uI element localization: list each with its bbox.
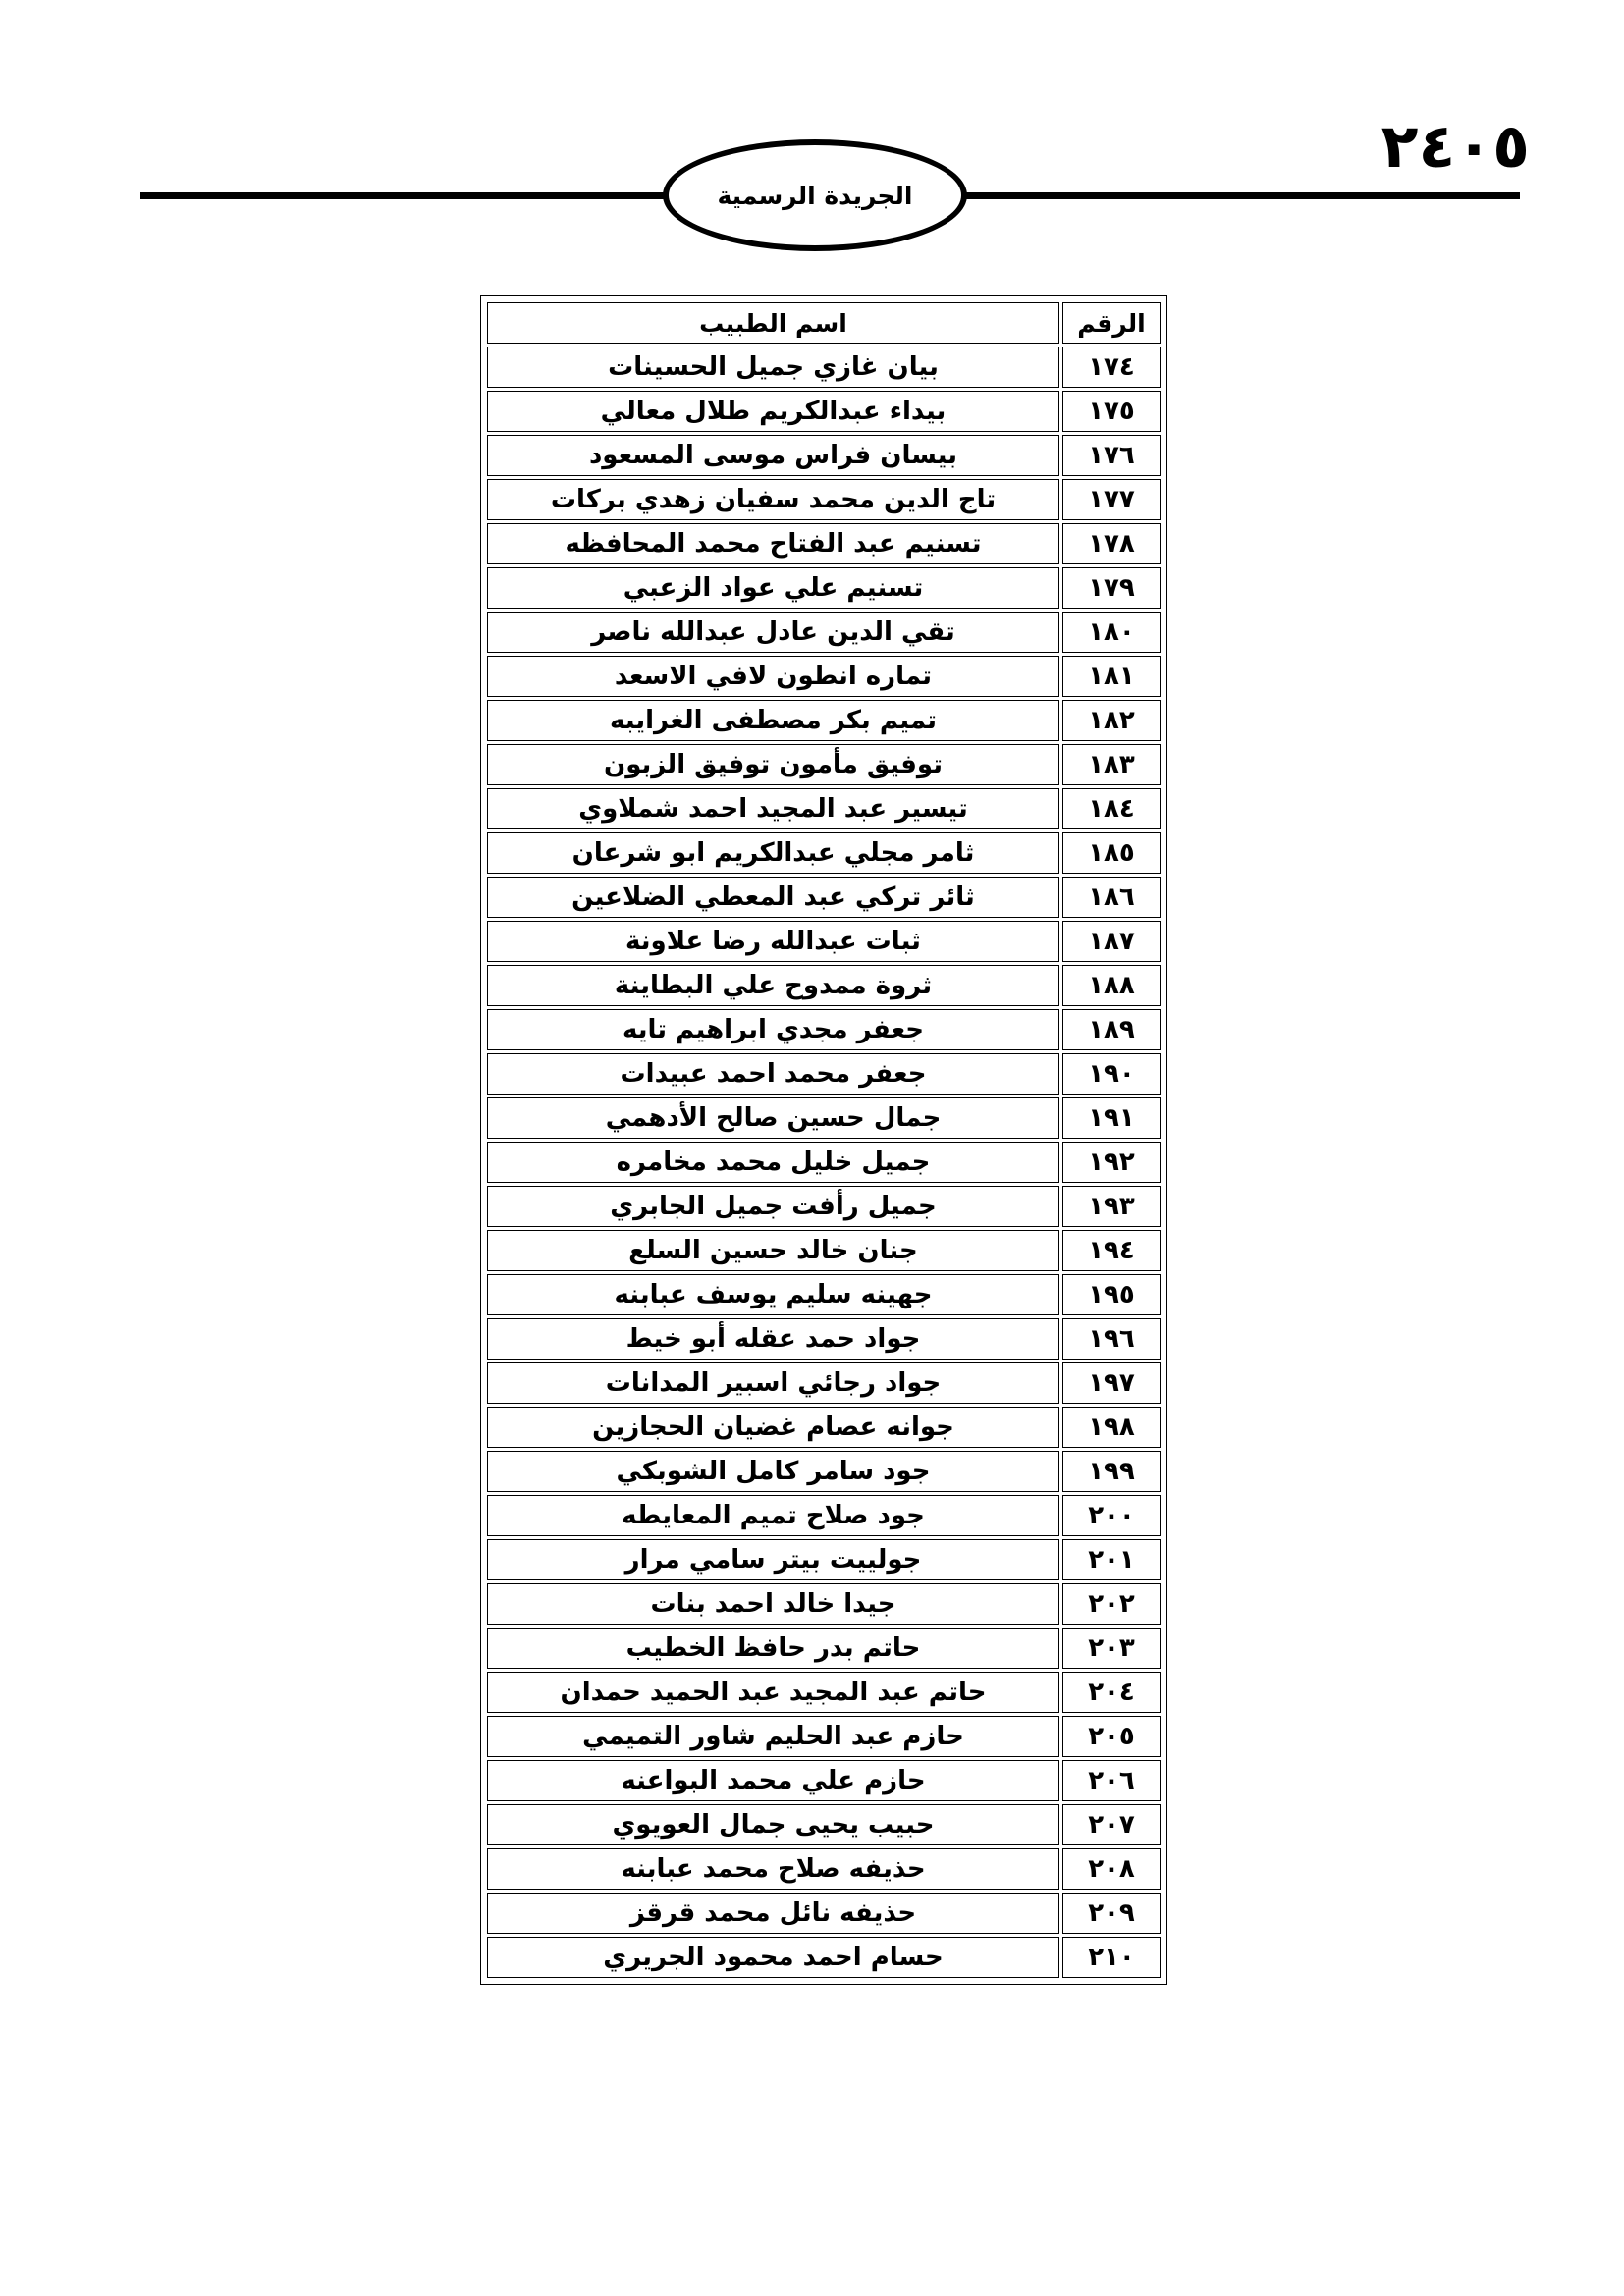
row-number: ٢٠٩ (1062, 1893, 1161, 1934)
table-row (487, 523, 1161, 564)
doctors-table-frame (480, 295, 1167, 1985)
doctor-name: تاج الدين محمد سفيان زهدي بركات (487, 479, 1059, 520)
column-header-name: اسم الطبيب (487, 302, 1059, 344)
row-number: ١٧٥ (1062, 391, 1161, 432)
table-row (487, 1495, 1161, 1536)
doctor-name: تسنيم علي عواد الزعبي (487, 567, 1059, 609)
row-number: ١٩٢ (1062, 1142, 1161, 1183)
row-number: ١٨٦ (1062, 877, 1161, 918)
doctor-name: جهينه سليم يوسف عبابنه (487, 1274, 1059, 1315)
row-number: ١٨٥ (1062, 832, 1161, 874)
table-row (487, 1097, 1161, 1139)
row-number: ١٨٨ (1062, 965, 1161, 1006)
table-row (487, 1628, 1161, 1669)
gazette-title: الجريدة الرسمية (717, 181, 913, 210)
doctor-name: جولييت بيتر سامي مرار (487, 1539, 1059, 1580)
table-row (487, 1142, 1161, 1183)
table-row (487, 832, 1161, 874)
table-row (487, 1009, 1161, 1050)
row-number: ٢٠٨ (1062, 1848, 1161, 1890)
table-row (487, 1407, 1161, 1448)
doctor-name: جعفر محمد احمد عبيدات (487, 1053, 1059, 1095)
doctor-name: تيسير عبد المجيد احمد شملاوي (487, 788, 1059, 829)
row-number: ١٩٦ (1062, 1318, 1161, 1360)
row-number: ١٨٠ (1062, 612, 1161, 653)
row-number: ١٩٧ (1062, 1362, 1161, 1404)
row-number: ١٨٤ (1062, 788, 1161, 829)
table-row (487, 479, 1161, 520)
row-number: ٢٠٧ (1062, 1804, 1161, 1845)
row-number: ١٨٩ (1062, 1009, 1161, 1050)
row-number: ١٨٢ (1062, 700, 1161, 741)
table-row (487, 1318, 1161, 1360)
table-row (487, 1362, 1161, 1404)
row-number: ١٨٣ (1062, 744, 1161, 785)
doctor-name: ثروة ممدوح علي البطاينة (487, 965, 1059, 1006)
table-row (487, 1937, 1161, 1978)
row-number: ١٩٤ (1062, 1230, 1161, 1271)
table-row (487, 1451, 1161, 1492)
row-number: ١٩٥ (1062, 1274, 1161, 1315)
row-number: ١٧٤ (1062, 347, 1161, 388)
table-row (487, 1804, 1161, 1845)
row-number: ٢٠٢ (1062, 1583, 1161, 1625)
row-number: ١٩٩ (1062, 1451, 1161, 1492)
doctor-name: جود سامر كامل الشوبكي (487, 1451, 1059, 1492)
row-number: ١٩٣ (1062, 1186, 1161, 1227)
row-number: ٢٠٦ (1062, 1760, 1161, 1801)
table-row (487, 391, 1161, 432)
doctor-name: جوانه عصام غضيان الحجازين (487, 1407, 1059, 1448)
table-row (487, 612, 1161, 653)
doctor-name: جمال حسين صالح الأدهمي (487, 1097, 1059, 1139)
row-number: ١٧٦ (1062, 435, 1161, 476)
table-row (487, 921, 1161, 962)
table-row (487, 1716, 1161, 1757)
doctor-name: تميم بكر مصطفى الغرايبه (487, 700, 1059, 741)
row-number: ٢٠٥ (1062, 1716, 1161, 1757)
row-number: ١٨١ (1062, 656, 1161, 697)
doctor-name: ثامر مجلي عبدالكريم ابو شرعان (487, 832, 1059, 874)
table-row (487, 1672, 1161, 1713)
doctor-name: جود صلاح تميم المعايطه (487, 1495, 1059, 1536)
doctor-name: تماره انطون لافي الاسعد (487, 656, 1059, 697)
table-row (487, 435, 1161, 476)
column-header-number: الرقم (1062, 302, 1161, 344)
table-row (487, 1893, 1161, 1934)
doctor-name: جواد حمد عقله أبو خيط (487, 1318, 1059, 1360)
table-row (487, 656, 1161, 697)
doctor-name: جميل خليل محمد مخامره (487, 1142, 1059, 1183)
table-row (487, 1583, 1161, 1625)
doctor-name: حذيفه صلاح محمد عبابنه (487, 1848, 1059, 1890)
table-row (487, 1186, 1161, 1227)
page-number: ٢٤٠٥ (1380, 110, 1530, 182)
row-number: ١٩٨ (1062, 1407, 1161, 1448)
row-number: ١٧٩ (1062, 567, 1161, 609)
doctor-name: حذيفه نائل محمد قرقز (487, 1893, 1059, 1934)
doctor-name: حاتم بدر حافظ الخطيب (487, 1628, 1059, 1669)
doctor-name: حسام احمد محمود الجريري (487, 1937, 1059, 1978)
doctor-name: بيسان فراس موسى المسعود (487, 435, 1059, 476)
gazette-title-oval (663, 139, 967, 251)
table-row (487, 1274, 1161, 1315)
table-row (487, 965, 1161, 1006)
table-row (487, 700, 1161, 741)
table-row (487, 1539, 1161, 1580)
table-header-row (487, 302, 1161, 344)
doctor-name: ثبات عبدالله رضا علاونة (487, 921, 1059, 962)
doctors-table (484, 299, 1164, 1981)
doctor-name: حازم عبد الحليم شاور التميمي (487, 1716, 1059, 1757)
row-number: ١٧٧ (1062, 479, 1161, 520)
doctor-name: بيان غازي جميل الحسينات (487, 347, 1059, 388)
doctor-name: جعفر مجدي ابراهيم تايه (487, 1009, 1059, 1050)
doctor-name: جيدا خالد احمد بنات (487, 1583, 1059, 1625)
doctor-name: حبيب يحيى جمال العويوي (487, 1804, 1059, 1845)
table-row (487, 1760, 1161, 1801)
doctor-name: ثائر تركي عبد المعطي الضلاعين (487, 877, 1059, 918)
doctor-name: جواد رجائي اسبير المدانات (487, 1362, 1059, 1404)
table-row (487, 744, 1161, 785)
doctor-name: توفيق مأمون توفيق الزبون (487, 744, 1059, 785)
table-body (487, 347, 1161, 1978)
doctor-name: جميل رأفت جميل الجابري (487, 1186, 1059, 1227)
table-row (487, 567, 1161, 609)
row-number: ١٩٠ (1062, 1053, 1161, 1095)
row-number: ٢٠٤ (1062, 1672, 1161, 1713)
row-number: ٢٠٣ (1062, 1628, 1161, 1669)
row-number: ٢٠٠ (1062, 1495, 1161, 1536)
row-number: ١٨٧ (1062, 921, 1161, 962)
table-row (487, 788, 1161, 829)
table-row (487, 1053, 1161, 1095)
table-row (487, 1848, 1161, 1890)
doctor-name: تسنيم عبد الفتاح محمد المحافظه (487, 523, 1059, 564)
doctor-name: بيداء عبدالكريم طلال معالي (487, 391, 1059, 432)
table-row (487, 1230, 1161, 1271)
doctor-name: حازم علي محمد البواعنه (487, 1760, 1059, 1801)
table-row (487, 877, 1161, 918)
row-number: ١٩١ (1062, 1097, 1161, 1139)
doctor-name: حاتم عبد المجيد عبد الحميد حمدان (487, 1672, 1059, 1713)
table-row (487, 347, 1161, 388)
row-number: ٢٠١ (1062, 1539, 1161, 1580)
row-number: ١٧٨ (1062, 523, 1161, 564)
doctor-name: تقي الدين عادل عبدالله ناصر (487, 612, 1059, 653)
row-number: ٢١٠ (1062, 1937, 1161, 1978)
doctor-name: جنان خالد حسين السلع (487, 1230, 1059, 1271)
